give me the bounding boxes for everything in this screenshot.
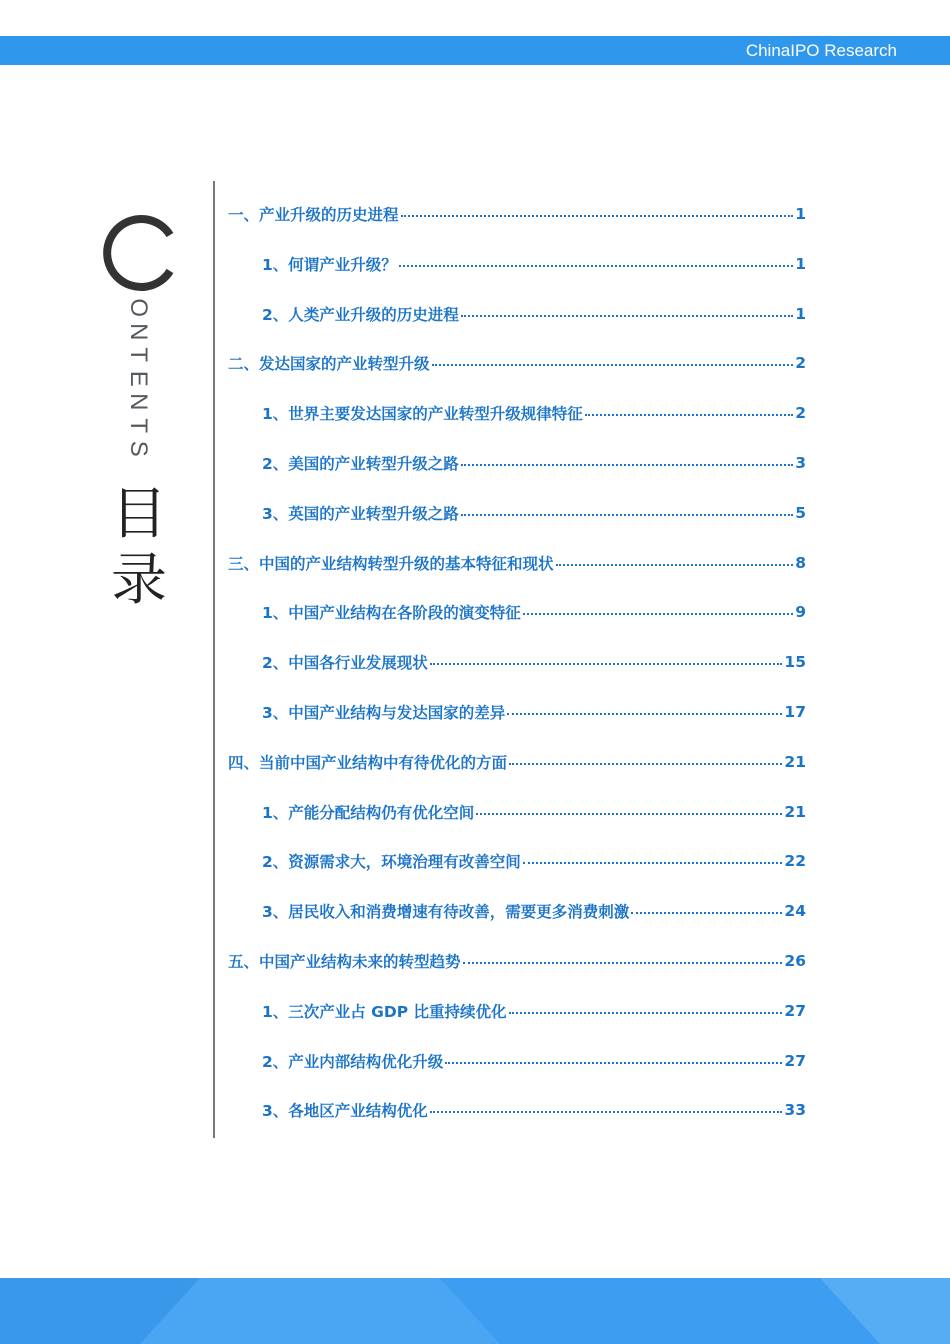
toc-leader-dots: [461, 464, 793, 466]
toc-entry-title: 三、中国的产业结构转型升级的基本特征和现状: [228, 554, 554, 573]
toc-leader-dots: [432, 364, 794, 366]
toc-entry[interactable]: [262, 449, 806, 477]
toc-leader-dots: [509, 763, 782, 765]
toc-leader-dots: [463, 962, 783, 964]
toc-entry-title: 2、美国的产业转型升级之路: [262, 455, 459, 473]
contents-vertical-word: [124, 296, 152, 461]
title-char: 录: [111, 548, 167, 613]
toc-entry[interactable]: [262, 250, 806, 278]
toc-entry-page: 1: [795, 254, 806, 273]
toc-leader-dots: [430, 663, 783, 665]
toc-entry-title: 四、当前中国产业结构中有待优化的方面: [228, 753, 508, 772]
toc-entry-title: 3、居民收入和消费增速有待改善，需要更多消费刺激: [262, 903, 630, 922]
contents-letter: N: [124, 393, 152, 411]
toc-entry[interactable]: [262, 598, 806, 626]
footer-decoration: [0, 1278, 950, 1344]
toc-entry-title: 1、世界主要发达国家的产业转型升级规律特征: [262, 405, 583, 424]
toc-entry-page: 27: [784, 1051, 806, 1070]
toc-entry-page: 1: [795, 205, 806, 223]
toc-entry-page: 21: [784, 752, 806, 771]
contents-letter: S: [124, 440, 152, 457]
toc-entry-page: 9: [795, 603, 806, 622]
title-char: 目: [111, 482, 167, 547]
toc-leader-dots: [585, 414, 793, 416]
toc-entry-page: 1: [795, 304, 806, 323]
toc-entry-page: 33: [784, 1101, 806, 1120]
toc-entry-title: 1、中国产业结构在各阶段的演变特征: [262, 604, 521, 623]
toc-entry-title: 3、各地区产业结构优化: [262, 1102, 428, 1121]
toc-entry[interactable]: [262, 1096, 806, 1124]
toc-leader-dots: [461, 514, 793, 516]
contents-letter: O: [124, 298, 152, 318]
toc-entry-title: 1、产能分配结构仍有优化空间: [262, 803, 475, 822]
toc-leader-dots: [631, 912, 782, 914]
contents-letter: T: [124, 347, 152, 363]
toc-entry[interactable]: [228, 748, 806, 776]
toc-leader-dots: [430, 1111, 783, 1113]
toc-entry-page: 24: [784, 902, 806, 921]
toc-entry[interactable]: [262, 499, 806, 527]
toc-entry-page: 21: [784, 802, 806, 821]
toc-entry[interactable]: [262, 847, 806, 875]
toc-entry[interactable]: [228, 349, 806, 377]
contents-letter: T: [124, 417, 152, 433]
page-title: [104, 482, 174, 614]
toc-entry-page: 5: [795, 503, 806, 522]
toc-entry[interactable]: [262, 897, 806, 925]
toc-leader-dots: [401, 215, 794, 217]
toc-entry-page: 2: [795, 354, 806, 373]
toc-entry-title: 2、中国各行业发展现状: [262, 654, 428, 673]
toc-entry-page: 17: [784, 703, 806, 721]
toc-entry-title: 3、中国产业结构与发达国家的差异: [262, 704, 506, 722]
toc-entry-title: 3、英国的产业转型升级之路: [262, 504, 459, 523]
toc-leader-dots: [523, 613, 793, 615]
toc-leader-dots: [556, 564, 794, 566]
toc-entry[interactable]: [262, 399, 806, 427]
toc-entry-title: 二、发达国家的产业转型升级: [228, 355, 430, 374]
toc-entry-title: 一、产业升级的历史进程: [228, 206, 399, 224]
toc-entry-page: 8: [795, 553, 806, 572]
contents-letter: N: [124, 322, 152, 340]
toc-entry[interactable]: [228, 549, 806, 577]
toc-entry[interactable]: [262, 1047, 806, 1075]
toc-entry-page: 22: [784, 852, 806, 871]
toc-entry-page: 27: [784, 1001, 806, 1020]
toc-leader-dots: [445, 1062, 782, 1064]
toc-entry-title: 2、资源需求大，环境治理有改善空间: [262, 853, 521, 872]
toc-entry-title: 1、三次产业占 GDP 比重持续优化: [262, 1002, 507, 1021]
toc-leader-dots: [523, 862, 783, 864]
toc-entry-title: 2、产业内部结构优化升级: [262, 1052, 444, 1071]
toc-entry-page: 15: [784, 653, 806, 672]
toc-leader-dots: [509, 1012, 783, 1014]
footer-band: [0, 1278, 950, 1344]
toc-leader-dots: [399, 265, 793, 267]
toc-entry-title: 2、人类产业升级的历史进程: [262, 305, 459, 324]
toc-leader-dots: [507, 713, 782, 715]
toc-entry-page: 26: [784, 952, 806, 970]
toc-entry[interactable]: [262, 798, 806, 826]
toc-entry-page: 2: [795, 404, 806, 423]
toc-entry[interactable]: [262, 698, 806, 726]
toc-entry[interactable]: [228, 947, 806, 975]
toc-entry[interactable]: [262, 300, 806, 328]
toc-entry-title: 五、中国产业结构未来的转型趋势: [228, 953, 461, 971]
divider-line: [213, 181, 215, 1138]
toc-entry-title: 1、何谓产业升级？: [262, 255, 397, 274]
toc-leader-dots: [461, 315, 793, 317]
toc-entry-page: 3: [795, 454, 806, 472]
toc-entry[interactable]: [228, 200, 806, 228]
big-letter-c: [97, 213, 177, 293]
brand-label: ChinaIPO Research: [745, 41, 897, 60]
header-bar: [0, 36, 950, 65]
contents-letter: E: [124, 370, 152, 387]
toc-entry[interactable]: [262, 997, 806, 1025]
toc-leader-dots: [476, 813, 782, 815]
toc-entry[interactable]: [262, 648, 806, 676]
